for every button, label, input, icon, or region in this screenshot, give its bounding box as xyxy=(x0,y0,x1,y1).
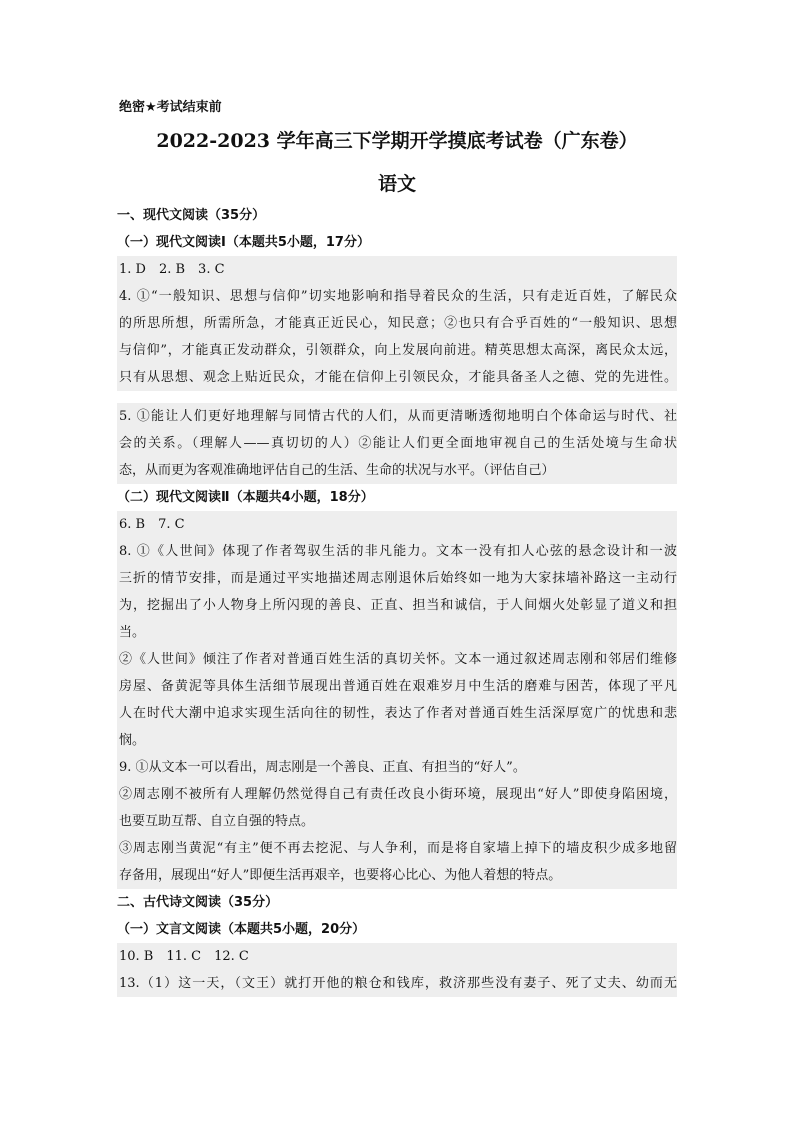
answer-8-line: 三折的情节安排，而是通过平实地描述周志刚退休后始终如一地为大家抹墙补路这一主动行 xyxy=(117,565,677,592)
answer-4-line: 的所思所想，所需所急，才能真正近民心，知民意；②也只有合乎百姓的“一般知识、思想 xyxy=(117,310,677,337)
section-heading-1: 一、现代文阅读（35分） xyxy=(117,208,266,223)
answer-5-line: 5. ①能让人们更好地理解与同情古代的人们，从而更清晰透彻地明白个体命运与时代、社 xyxy=(117,403,677,430)
answer-8-line: ②《人世间》倾注了作者对普通百姓生活的真切关怀。文本一通过叙述周志刚和邻居们维修 xyxy=(117,646,677,673)
answer-9-line: 9. ①从文本一可以看出，周志刚是一个善良、正直、有担当的“好人”。 xyxy=(117,754,677,781)
answer-8-line: 当。 xyxy=(117,619,677,646)
answer-9-line: ③周志刚当黄泥“有主”便不再去挖泥、与人争利，而是将自家墙上掉下的墙皮积少成多地留 xyxy=(117,835,677,862)
answer-content xyxy=(117,202,677,997)
confidential-label: 绝密★考试结束前 xyxy=(119,100,222,115)
answer-9-line: 也要互助互帮、自立自强的特点。 xyxy=(117,808,677,835)
answer-9-line: ②周志刚不被所有人理解仍然觉得自己有责任改良小街环境，展现出“好人”即使身陷困境， xyxy=(117,781,677,808)
answer-4-line: 只有从思想、观念上贴近民众，才能在信仰上引领民众，才能具备圣人之德、党的先进性。 xyxy=(117,364,677,391)
answer-8-line: 房屋、备黄泥等具体生活细节展现出普通百姓在艰难岁月中生活的磨难与困苦，体现了平凡 xyxy=(117,673,677,700)
answer-9-line: 存备用，展现出“好人”即便生活再艰辛，也要将心比心、为他人着想的特点。 xyxy=(117,862,677,889)
subsection-heading-1-2: （二）现代文阅读Ⅱ（本题共4小题，18分） xyxy=(117,490,374,505)
subsection-heading-1-1: （一）现代文阅读Ⅰ（本题共5小题，17分） xyxy=(117,235,370,250)
answer-1-3: 1. D 2. B 3. C xyxy=(117,256,677,283)
answer-10-12: 10. B 11. C 12. C xyxy=(117,943,677,970)
answer-6-7: 6. B 7. C xyxy=(117,511,677,538)
answer-8-line: 悯。 xyxy=(117,727,677,754)
answer-5-line: 态，从而更为客观准确地评估自己的生活、生命的状况与水平。（评估自己） xyxy=(117,457,677,484)
subsection-heading-2-1: （一）文言文阅读（本题共5小题，20分） xyxy=(117,922,366,937)
answer-4-line: 4. ①“一般知识、思想与信仰”切实地影响和指导着民众的生活，只有走近百姓，了解民众 xyxy=(117,283,677,310)
answer-8-line: 8. ①《人世间》体现了作者驾驭生活的非凡能力。文本一没有扣人心弦的悬念设计和一波 xyxy=(117,538,677,565)
answer-8-line: 为，挖掘出了小人物身上所闪现的善良、正直、担当和诚信，于人间烟火处彰显了道义和担 xyxy=(117,592,677,619)
page-title: 2022-2023 学年高三下学期开学摸底考试卷（广东卷） xyxy=(156,130,638,152)
answer-8-line: 人在时代大潮中追求实现生活向往的韧性，表达了作者对普通百姓生活深厚宽广的忧患和悲 xyxy=(117,700,677,727)
answer-4-line: 与信仰”，才能真正发动群众，引领群众，向上发展向前进。精英思想太高深，离民众太远， xyxy=(117,337,677,364)
subject-title: 语文 xyxy=(377,173,416,195)
answer-13-line: 13.（1）这一天，（文王）就打开他的粮仓和钱库，救济那些没有妻子、死了丈夫、幼而无 xyxy=(117,970,677,997)
section-heading-2: 二、古代诗文阅读（35分） xyxy=(117,895,279,910)
answer-5-line: 会的关系。（理解人——真切切的人）②能让人们更全面地审视自己的生活处境与生命状 xyxy=(117,430,677,457)
spacer xyxy=(117,391,677,403)
